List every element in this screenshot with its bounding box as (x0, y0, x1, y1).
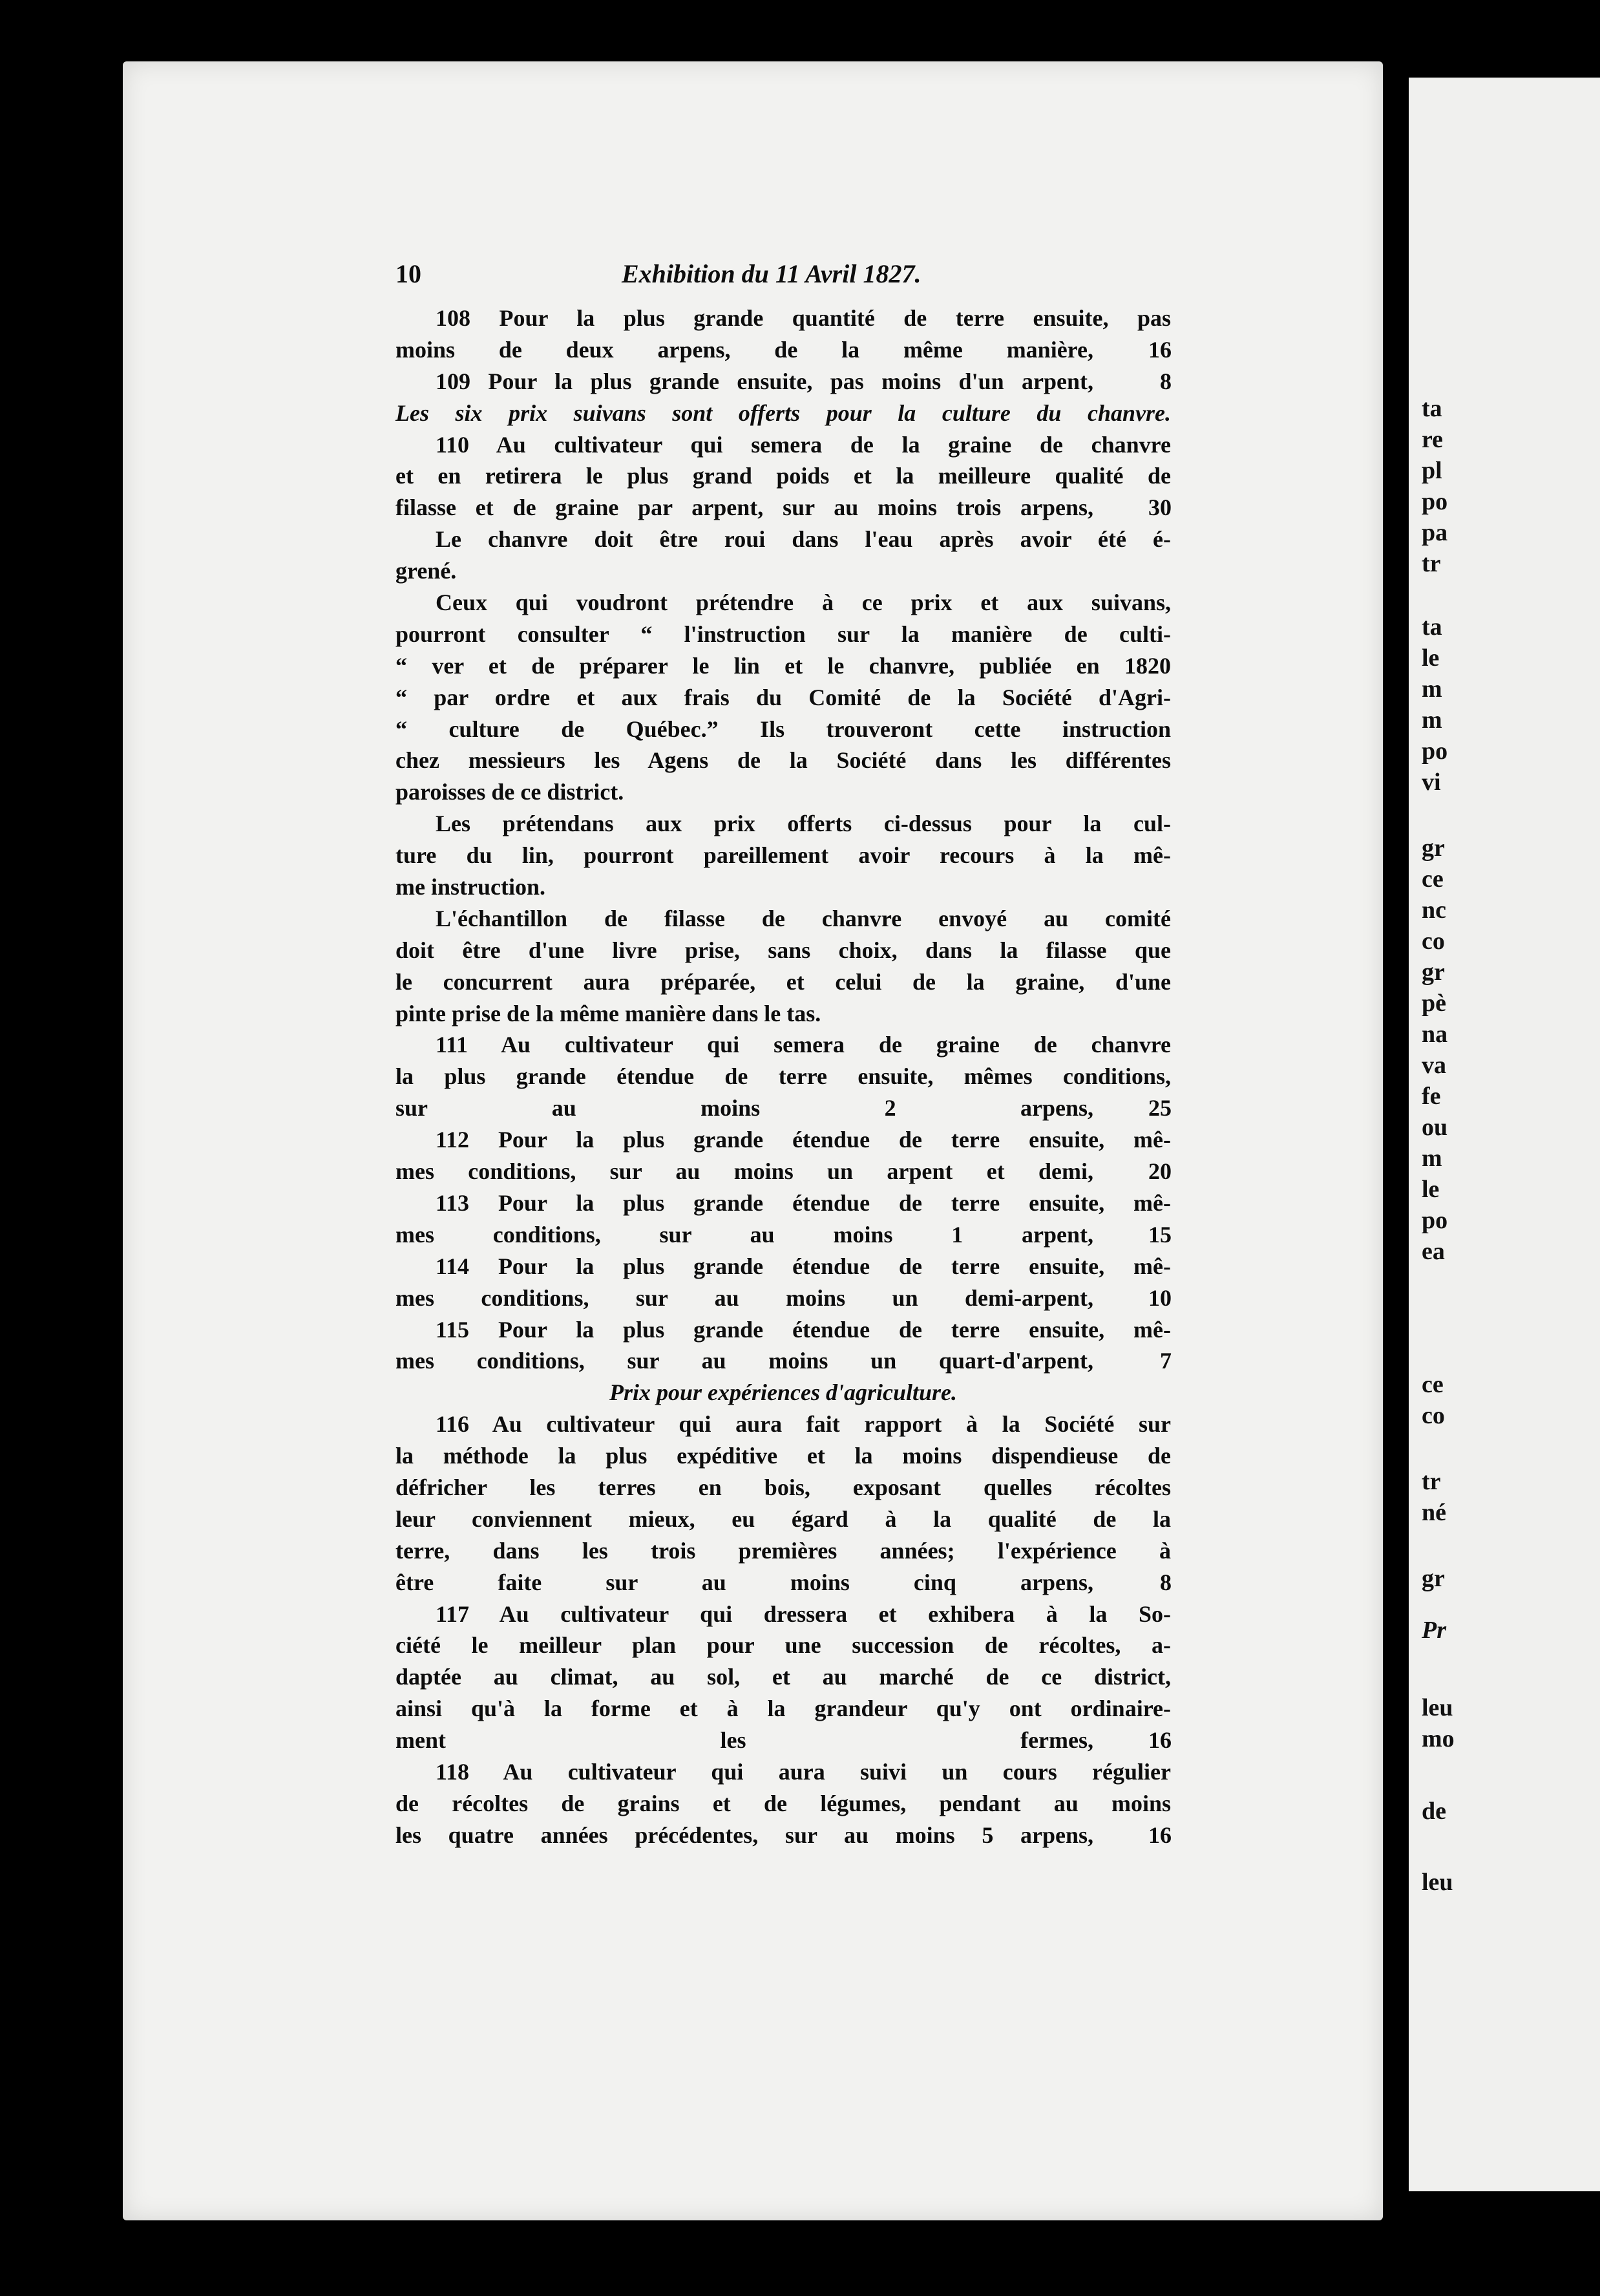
text-line (395, 808, 1171, 840)
line-text: Prix pour expériences d'agriculture. (609, 1379, 957, 1406)
text-line (395, 1029, 1171, 1061)
line-text: Les six prix suivans sont offerts pour la culture du chanvre. (395, 399, 1171, 426)
adjacent-page-fragment: leu (1422, 1869, 1453, 1896)
line-text: de récoltes de grains et de légumes, pendant au moins (395, 1790, 1171, 1816)
line-text: Le chanvre doit être roui dans l'eau après avoir été é- (436, 526, 1171, 553)
adjacent-page-fragment: m (1422, 675, 1442, 703)
adjacent-page-fragment: ea (1422, 1238, 1445, 1265)
prize-amount: 15 (1148, 1221, 1172, 1248)
text-line (395, 1567, 1171, 1599)
adjacent-page-fragment: pl (1422, 457, 1442, 484)
line-text: la méthode la plus expéditive et la moins dispendieuse de (395, 1443, 1171, 1469)
line-text: ture du lin, pourront pareillement avoir recours à la mê- (395, 842, 1171, 869)
text-line (395, 650, 1171, 682)
line-text: 112 Pour la plus grande étendue de terre ensuite, mê- (436, 1127, 1171, 1153)
line-text: 118 Au cultivateur qui aura suivi un cours régulier (436, 1758, 1171, 1785)
adjacent-page-fragment: fe (1422, 1083, 1441, 1110)
text-line (395, 966, 1171, 998)
page-header (395, 259, 1171, 297)
adjacent-page-fragment: ce (1422, 1371, 1444, 1398)
line-text: filasse et de graine par arpent, sur au moins trois arpens, (395, 494, 1093, 521)
line-text: et en retirera le plus grand poids et la meilleure qualité de (395, 463, 1171, 489)
prize-amount: 16 (1148, 1727, 1172, 1754)
line-text: 116 Au cultivateur qui aura fait rapport à la Société sur (436, 1411, 1171, 1438)
text-line (395, 1504, 1171, 1535)
text-line (395, 1661, 1171, 1693)
adjacent-page-fragment: po (1422, 488, 1448, 515)
text-line (395, 1124, 1171, 1156)
adjacent-page-fragment: ta (1422, 613, 1442, 641)
line-text: Les prétendans aux prix offerts ci-dessus pour la cul- (436, 811, 1171, 837)
adjacent-page-fragment: co (1422, 1402, 1445, 1429)
line-text: “ par ordre et aux frais du Comité de la Société d'Agri- (395, 684, 1171, 710)
text-line (395, 1756, 1171, 1788)
prize-amount: 7 (1160, 1348, 1172, 1374)
adjacent-page-fragment: na (1422, 1021, 1448, 1048)
text-line (395, 998, 1171, 1030)
line-text: moins de deux arpens, de la même manière, (395, 336, 1093, 363)
text-line (395, 303, 1171, 334)
text-line (395, 460, 1171, 492)
line-text: 108 Pour la plus grande quantité de terre ensuite, pas (436, 305, 1171, 331)
line-text: défricher les terres en bois, exposant quelles récoltes (395, 1474, 1171, 1500)
line-text: le concurrent aura préparée, et celui de la graine, d'une (395, 968, 1171, 995)
page-body-text (395, 303, 1171, 1851)
line-text: leur conviennent mieux, eu égard à la qualité de la (395, 1505, 1171, 1532)
text-line (395, 682, 1171, 714)
line-text: L'échantillon de filasse de chanvre envoyé au comité (436, 905, 1171, 931)
prize-amount: 8 (1160, 368, 1172, 394)
line-text: 115 Pour la plus grande étendue de terre ensuite, mê- (436, 1316, 1171, 1343)
text-line (395, 1599, 1171, 1630)
adjacent-page-fragment: po (1422, 1207, 1448, 1234)
line-text: les quatre années précédentes, sur au moins 5 arpens, (395, 1822, 1093, 1848)
text-line (395, 1440, 1171, 1472)
text-line (395, 840, 1171, 871)
text-line (395, 1693, 1171, 1725)
adjacent-page-fragment: m (1422, 1145, 1442, 1172)
line-text: pinte prise de la même manière dans le tas. (395, 1000, 821, 1026)
adjacent-page-edge (1409, 78, 1600, 2191)
line-text: sur au moins 2 arpens, (395, 1095, 1093, 1121)
line-text: mes conditions, sur au moins un demi-arpent, (395, 1284, 1093, 1311)
line-text: chez messieurs les Agens de la Société dans les différentes (395, 747, 1171, 774)
text-line (395, 587, 1171, 619)
adjacent-page-fragment: le (1422, 1176, 1440, 1203)
line-text: me instruction. (395, 874, 545, 900)
text-line (395, 1472, 1171, 1504)
line-text: 113 Pour la plus grande étendue de terre ensuite, mê- (436, 1189, 1171, 1216)
adjacent-page-fragment: m (1422, 707, 1442, 734)
line-text: être faite sur au moins cinq arpens, (395, 1569, 1093, 1595)
line-text: terre, dans les trois premières années; l'expérience à (395, 1537, 1171, 1564)
adjacent-page-fragment: po (1422, 738, 1448, 765)
text-line (395, 935, 1171, 966)
line-text: 110 Au cultivateur qui semera de la graine de chanvre (436, 431, 1171, 458)
text-line (395, 714, 1171, 745)
line-text: mes conditions, sur au moins 1 arpent, (395, 1221, 1093, 1248)
adjacent-page-fragment: re (1422, 426, 1444, 453)
text-line (395, 1061, 1171, 1092)
text-line (395, 871, 1171, 903)
prize-amount: 16 (1148, 1822, 1172, 1848)
line-text: Ceux qui voudront prétendre à ce prix et aux suivans, (436, 590, 1171, 616)
adjacent-page-fragment: gr (1422, 1565, 1445, 1592)
prize-amount: 8 (1160, 1569, 1172, 1595)
running-title: Exhibition du 11 Avril 1827. (622, 259, 921, 288)
text-line (395, 1788, 1171, 1820)
text-line (395, 1282, 1171, 1314)
line-text: 111 Au cultivateur qui semera de graine de chanvre (436, 1032, 1171, 1058)
prize-amount: 25 (1148, 1095, 1172, 1121)
text-line (395, 1219, 1171, 1251)
text-line (395, 524, 1171, 555)
text-line (395, 745, 1171, 776)
adjacent-page-fragment: nc (1422, 897, 1446, 924)
adjacent-page-fragment: tr (1422, 550, 1441, 577)
text-line (395, 1535, 1171, 1567)
text-line (395, 776, 1171, 808)
prize-amount: 30 (1148, 494, 1172, 521)
line-text: paroisses de ce district. (395, 779, 624, 805)
adjacent-page-fragment: mo (1422, 1725, 1455, 1752)
text-line (395, 429, 1171, 461)
adjacent-page-fragment: tr (1422, 1468, 1441, 1495)
text-line (395, 492, 1171, 524)
line-text: ment les fermes, (395, 1727, 1093, 1754)
line-text: ciété le meilleur plan pour une succession de récoltes, a- (395, 1632, 1171, 1659)
adjacent-page-fragment: né (1422, 1499, 1446, 1526)
text-line (395, 619, 1171, 650)
text-line (395, 1630, 1171, 1661)
text-line (395, 334, 1171, 366)
text-line (395, 1820, 1171, 1851)
line-text: la plus grande étendue de terre ensuite, mêmes conditions, (395, 1063, 1171, 1090)
adjacent-page-fragment: va (1422, 1052, 1446, 1079)
text-line (395, 1187, 1171, 1219)
text-line (395, 1314, 1171, 1346)
page-number: 10 (395, 259, 421, 288)
text-line (395, 1092, 1171, 1124)
line-text: 109 Pour la plus grande ensuite, pas moins d'un arpent, (436, 368, 1093, 394)
line-text: doit être d'une livre prise, sans choix, dans la filasse que (395, 937, 1171, 963)
adjacent-page-fragment: vi (1422, 769, 1441, 796)
adjacent-page-fragment: ou (1422, 1114, 1448, 1141)
adjacent-page-fragment: ce (1422, 866, 1444, 893)
adjacent-page-fragment: co (1422, 928, 1445, 955)
line-text: “ ver et de préparer le lin et le chanvre, publiée en 1820 (395, 652, 1171, 679)
line-text: 114 Pour la plus grande étendue de terre ensuite, mê- (436, 1253, 1171, 1279)
prize-amount: 16 (1148, 336, 1172, 363)
adjacent-page-fragment: Pr (1422, 1617, 1446, 1644)
line-text: ainsi qu'à la forme et à la grandeur qu'y ont ordinaire- (395, 1695, 1171, 1722)
adjacent-page-fragment: le (1422, 644, 1440, 672)
text-line (395, 1377, 1171, 1408)
line-text: “ culture de Québec.” Ils trouveront cette instruction (395, 716, 1171, 742)
text-line (395, 1345, 1171, 1377)
text-line (395, 1408, 1171, 1440)
line-text: mes conditions, sur au moins un quart-d'arpent, (395, 1348, 1093, 1374)
text-line (395, 555, 1171, 587)
text-line (395, 398, 1171, 429)
adjacent-page-fragment: pè (1422, 990, 1446, 1017)
text-line (395, 1251, 1171, 1282)
adjacent-page-fragment: gr (1422, 959, 1445, 986)
prize-amount: 20 (1148, 1158, 1172, 1185)
adjacent-page-fragment: pa (1422, 519, 1448, 546)
text-line (395, 1725, 1171, 1756)
text-line (395, 1156, 1171, 1187)
line-text: daptée au climat, au sol, et au marché de ce district, (395, 1664, 1171, 1690)
line-text: mes conditions, sur au moins un arpent et demi, (395, 1158, 1093, 1185)
line-text: 117 Au cultivateur qui dressera et exhibera à la So- (436, 1600, 1171, 1627)
prize-amount: 10 (1148, 1284, 1172, 1311)
adjacent-page-fragment: de (1422, 1798, 1446, 1825)
text-line (395, 366, 1171, 398)
line-text: grené. (395, 558, 457, 584)
line-text: pourront consulter “ l'instruction sur la manière de culti- (395, 621, 1171, 647)
adjacent-page-fragment: leu (1422, 1694, 1453, 1721)
adjacent-page-fragment: ta (1422, 395, 1442, 422)
adjacent-page-fragment: gr (1422, 834, 1445, 862)
text-line (395, 903, 1171, 935)
